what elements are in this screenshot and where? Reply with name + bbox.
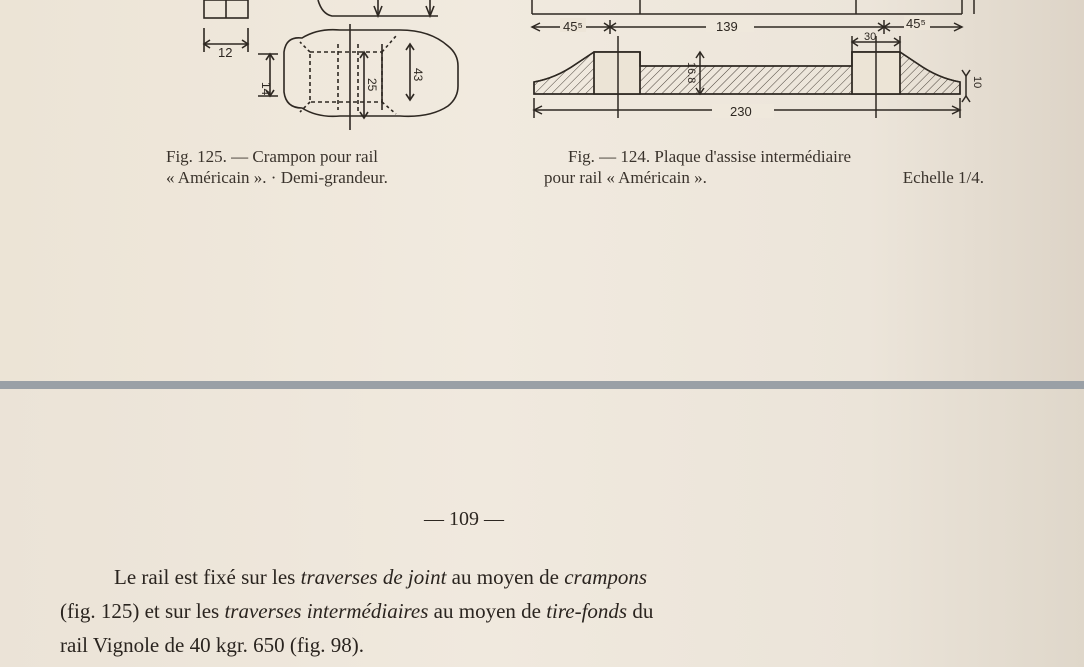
fig125-caption-line1: Fig. 125. — Crampon pour rail <box>166 147 379 166</box>
italic-term-traverses-de-joint: traverses de joint <box>300 565 447 589</box>
italic-term-traverses-intermediaires: traverses intermédiaires <box>224 599 429 623</box>
dim-139: 139 <box>716 19 738 34</box>
dim-10: 10 <box>971 76 983 89</box>
fig124-caption-line1: Fig. — 124. Plaque d'assise intermédiaire <box>568 147 852 166</box>
italic-term-crampons: crampons <box>564 565 648 589</box>
dim-230: 230 <box>730 104 752 119</box>
dim-12: 12 <box>218 45 233 60</box>
fig124-caption-line2 <box>544 167 984 188</box>
italic-term-tire-fonds: tire-fonds <box>546 599 628 623</box>
dim-14: 14 <box>259 82 273 96</box>
fig124-caption-scale: Echelle 1/4. <box>902 168 984 187</box>
text-run: Le rail est fixé sur les <box>114 565 301 589</box>
fig125-caption-line2: « Américain ». · Demi-grandeur. <box>166 168 388 187</box>
paragraph-line-2 <box>60 594 890 628</box>
fig125-caption <box>166 146 388 188</box>
dim-left-45: 45⁵ <box>563 19 583 34</box>
fig125-drawing <box>204 0 458 130</box>
paragraph-line-3: rail Vignole de 40 kgr. 650 (fig. 98). <box>60 633 364 657</box>
body-paragraph <box>60 560 890 662</box>
fig124-caption-line2-left: pour rail « Américain ». <box>544 168 707 187</box>
dim-43: 43 <box>411 68 425 82</box>
dim-right-45: 45⁵ <box>906 16 926 31</box>
page-separator <box>0 381 1084 389</box>
dim-30: 30 <box>864 31 877 43</box>
figure-drawings <box>0 0 1084 140</box>
fig124-caption <box>544 146 984 188</box>
text-run: du <box>627 599 654 623</box>
text-run: au moyen de <box>446 565 565 589</box>
text-run: au moyen de <box>428 599 547 623</box>
paragraph-line-1 <box>60 560 890 594</box>
dim-16-8: 16.8 <box>685 62 697 84</box>
text-run: (fig. 125) et sur les <box>60 599 225 623</box>
dim-25: 25 <box>365 78 379 92</box>
page-number: — 109 — <box>424 508 504 530</box>
